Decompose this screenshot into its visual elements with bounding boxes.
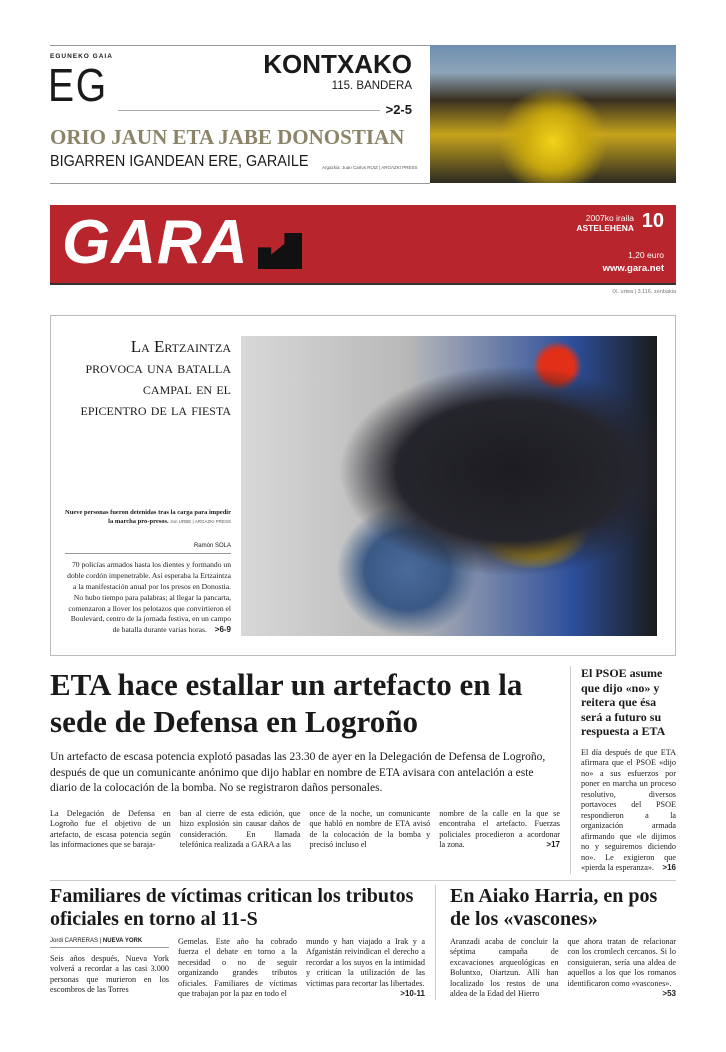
- lead-column: once de la noche, un comunicante que habló en nombre de ETA avisó de la colocación de la bomba y precisó incluso el: [309, 808, 431, 849]
- feature-caption: Nueve personas fueron detenidas tras la carga para impedir la marcha pro-presos.: [65, 509, 231, 526]
- top-headline[interactable]: ORIO JAUN ETA JABE DONOSTIAN: [50, 125, 405, 149]
- top-photo-credit: Argazkia: Juan Carlos RUIZ | ARGAZKI PRESS: [322, 165, 418, 170]
- regatta-photo[interactable]: [430, 45, 676, 183]
- feature-author: Ramón SOLA: [65, 542, 231, 554]
- story2-page-ref[interactable]: >10-11: [400, 989, 425, 998]
- sidebar-page-ref[interactable]: >16: [662, 863, 676, 872]
- lead-column: nombre de la calle en la que se encontraba el artefacto. Fuerzas policiales procedieron a acordonar la zona.: [439, 808, 560, 849]
- caption-credit: Jon URBE | ARGAZKI PRESS: [170, 519, 231, 525]
- story3-column: Aranzadi acaba de concluir la séptima campaña de excavaciones arqueológicas en Boluntxo, Oiartzun. Allí han localizado los restos de una aldea de la Edad del Hierro: [450, 936, 559, 998]
- weekday: ASTELEHENA: [576, 223, 634, 233]
- story2-column: Seis años después, Nueva York volverá a recordar a las casi 3.000 personas que murieron en los escombros de las Torres: [50, 953, 169, 994]
- story2-headline[interactable]: Familiares de víctimas critican los tributos oficiales en torno al 11-S: [50, 884, 414, 930]
- story2-column: mundo y han viajado a Irak y a Afganistán reivindican el derecho a recordar a los suyos en la intimidad y critican la utilización de las víctimas para recortar las libertades.: [306, 936, 425, 988]
- story2-location: NUEVA YORK: [102, 937, 143, 944]
- lead-standfirst: Un artefacto de escasa potencia explotó pasadas las 23.30 de ayer en la Delegación de Defensa de Logroño, después de que un comunicante anónimo que dijo hablar en nombre de ETA avisara con antelación a este diario de la colocación de la bomba. No se registraron daños personales.: [50, 751, 546, 794]
- story3-column: que ahora tratan de relacionar con los cromlech cercanos. Si lo consiguieran, sería una aldea de aquellos a los que los romanos identificaron como «vascones».: [567, 936, 676, 988]
- top-subtitle: 115. BANDERA: [331, 80, 412, 92]
- date-line: 2007ko iraila: [585, 213, 634, 223]
- lead-column: La Delegación de Defensa en Logroño fue el objetivo de un artefacto, de escasa potencia según las informaciones que se baraja-: [50, 808, 171, 849]
- story2-column: Gemelas. Este año ha cobrado fuerza el debate en torno a la necesidad o no de seguir organizando grandes tributos oficiales. Familiares de víctimas que trabajan por la paz en todo el: [178, 936, 297, 998]
- feature-body: 70 policías armados hasta los dientes y formando un doble cordón impenetrable. Así esperaba la Ertzaintza a la manifestación anual por los presos en Donostia. No hubo tiempo para palabras; al llegar la pancarta, comenzaron a llover los pelotazos que convirtieron el Boulevard, centro de la jornada festiva, en un campo de batalla durante varias horas.: [67, 560, 231, 635]
- top-subheadline: BIGARREN IGANDEAN ERE, GARAILE: [50, 153, 309, 170]
- masthead: [50, 205, 676, 285]
- top-page-ref[interactable]: >2-5: [385, 102, 412, 117]
- logo-emblem-icon: [258, 233, 302, 269]
- feature-headline[interactable]: La Ertzaintza provoca una batalla campal en el epicentro de la fiesta: [80, 337, 231, 419]
- story3-page-ref[interactable]: >53: [662, 989, 676, 998]
- issue-number: IX. urtea | 3.116. zenbakia: [612, 289, 676, 295]
- story3-headline[interactable]: En Aiako Harria, en pos de los «vascones»: [450, 884, 658, 930]
- top-kicker: EGUNEKO GAIA: [50, 53, 113, 60]
- day-number: 10: [641, 210, 664, 232]
- gara-logo[interactable]: GARA: [62, 208, 249, 277]
- lead-column: ban al cierre de esta edición, que hizo explosión sin causar daños de consideración. En llamada telefónica realizada a GARA a las: [179, 808, 301, 849]
- sidebar-headline[interactable]: El PSOE asume que dijo «no» y reitera que ésa será a futuro su respuesta a ETA: [581, 666, 666, 738]
- top-title[interactable]: KONTXAKO: [263, 49, 412, 79]
- lead-headline[interactable]: ETA hace estallar un artefacto en la sede de Defensa en Logroño: [50, 667, 523, 739]
- eg-logo: EG: [48, 59, 108, 111]
- sidebar-body: El día después de que ETA afirmara que el PSOE «dijo no» a sus esfuerzos por poner en marcha un proceso resolutivo, diversos portavoces del PSOE respondieron a la organización armada afirmando que «le dijimos no y seguiremos diciendo no». Le exigieron que «pierda la esperanza».: [581, 747, 676, 872]
- price: 1,20 euro: [628, 250, 664, 260]
- story2-author: Jordi CARRERAS: [50, 937, 99, 944]
- website-link[interactable]: www.gara.net: [602, 263, 664, 274]
- feature-box: [50, 315, 676, 656]
- feature-page-ref[interactable]: >6-9: [214, 625, 231, 635]
- lead-page-ref[interactable]: >17: [546, 840, 560, 849]
- police-photo[interactable]: [241, 336, 657, 636]
